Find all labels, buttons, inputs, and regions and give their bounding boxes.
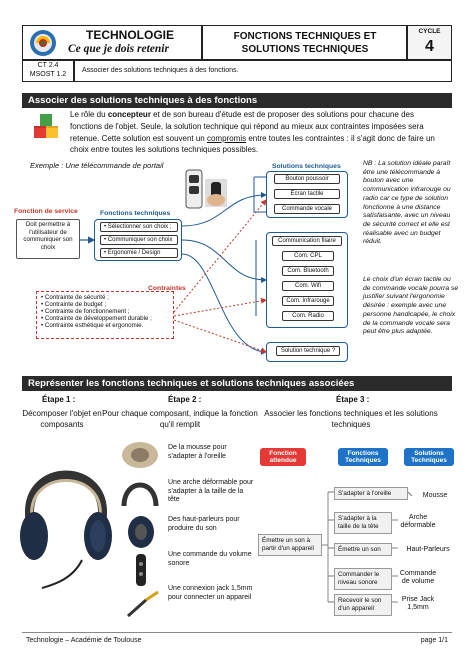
example-label: Exemple : Une télécommande de portail [30,161,164,170]
col-solutions-techniques: Solutions Techniques [404,448,454,466]
tech-functions-title: Fonctions techniques [100,210,171,217]
constraint-5: • Contrainte esthétique et ergonomie. [41,322,144,329]
solution-ecran: Écran tactile [274,189,340,199]
step2-text: Pour chaque composant, indique la fonction qu'il remplit [102,409,258,429]
solution-unknown: Solution technique ? [276,346,340,356]
service-function-text: Doit permettre à l'utilisateur de communiquer son choix [23,221,73,251]
step3-label: Étape 3 : [336,395,370,404]
step2-label: Étape 2 : [168,395,202,404]
component-4: Une commande du volume sonore [168,551,252,567]
solution-1: Mousse [422,492,448,499]
solutions-title: Solutions techniques [272,163,341,170]
component-5: Une connexion jack 1,5mm pour connecter un appareil [168,585,253,601]
component-1: De la mousse pour s'adapter à l'oreille [168,444,227,460]
solution-2: Arche déformable [400,514,436,529]
component-2: Une arche déformable pour s'adapter à la taille de la tête [168,479,254,503]
solution-bluetooth: Com. Bluetooth [282,266,334,276]
cycle-label: CYCLE [418,28,441,35]
section2-title: Représenter les fonctions techniques et solutions techniques associées [22,376,452,391]
constraints-title: Contraintes [148,285,186,292]
code1: CT 2.4 [37,62,59,69]
tech-function-1: • Sélectionner son choix ; [100,222,178,232]
service-function-title: Fonction de service [14,208,78,215]
subject-title: TECHNOLOGIE [86,28,175,42]
section1-title: Associer des solutions techniques à des fonctions [22,93,452,108]
solution-cpl: Com. CPL [282,251,334,261]
tech-fn-4: Commander le niveau sonore [334,568,392,590]
col-fonctions-techniques: Fonctions Techniques [338,448,388,466]
tech-fn-1: S'adapter à l'oreille [334,487,408,500]
solution-filaire: Communication filaire [272,236,342,246]
step3-text: Associer les fonctions techniques et les solutions techniques [264,409,438,429]
solution-bouton: Bouton poussoir [274,174,340,184]
nb-note-2: Le choix d'un écran tactile ou de commande vocale pourra se justifier suivant l'ergonomie désirée : exemple avec une personne handicapée, le choix de la commande vocale sera peut être plus adaptée. [363,276,459,336]
constraint-1: • Contrainte de sécurité ; [41,294,109,301]
solution-3: Haut-Parleurs [406,546,450,553]
slogan: Ce que je dois retenir [68,43,169,55]
step1-text: Décomposer l'objet en composants [22,409,102,429]
intro-paragraph: Le rôle du concepteur et de son bureau d'étude est de proposer des solutions pour chacune des fonctions de l'objet. Seule, la solution technique qui répond au mieux aux contraintes imposées sera retenue. Cette solution est souvent un compromis entre toutes les contraintes : il s'agit donc de faire un choix entre toutes les solutions techniques possibles. [70,110,435,155]
footer-right: page 1/1 [420,637,448,644]
solution-wifi: Com. Wifi [282,281,334,291]
constraint-2: • Contrainte de budget ; [41,301,107,308]
solution-5: Prise Jack 1,5mm [401,596,435,611]
tech-function-2: • Communiquer son choix [100,235,178,245]
footer-left: Technologie – Académie de Toulouse [26,637,142,644]
solution-radio: Com. Radio [282,311,334,321]
constraint-3: • Contrainte de fonctionnement ; [41,308,130,315]
tech-fn-2: S'adapter à la taille de la tête [334,512,392,534]
nb-note: NB : La solution idéale paraît être une télécommande à bouton avec une communication infrarouge ou radio car ce type de solution fonctionne à une distance satisfaisante, avec un niveau de sécurité correct et elle est réalisable avec un budget réduit. [363,160,451,246]
page-title-line1: FONCTIONS TECHNIQUES ET [233,31,377,42]
component-3: Des haut-parleurs pour produire du son [168,516,240,532]
solution-infrarouge: Com. Infrarouge [282,296,334,306]
step1-label: Étape 1 : [42,395,76,404]
tech-fn-3: Émettre un son [334,543,392,556]
footer-rule [22,632,452,633]
page-title-line2: SOLUTIONS TECHNIQUES [241,44,369,55]
main-function-box: Émettre un son à partir d'un appareil [258,534,322,556]
solution-vocale: Commande vocale [274,204,340,214]
code2: MSOST 1.2 [29,71,67,78]
objective-text: Associer des solutions techniques à des fonctions. [82,67,239,74]
col-fonction-attendue: Fonction attendue [260,448,306,466]
tech-fn-5: Recevoir le son d'un appareil [334,594,392,616]
solution-4: Commande de volume [399,570,437,585]
tech-function-3: • Ergonomie / Design [100,248,178,258]
cycle-number: 4 [425,38,434,55]
constraint-4: • Contrainte de développement durable ; [41,315,152,322]
